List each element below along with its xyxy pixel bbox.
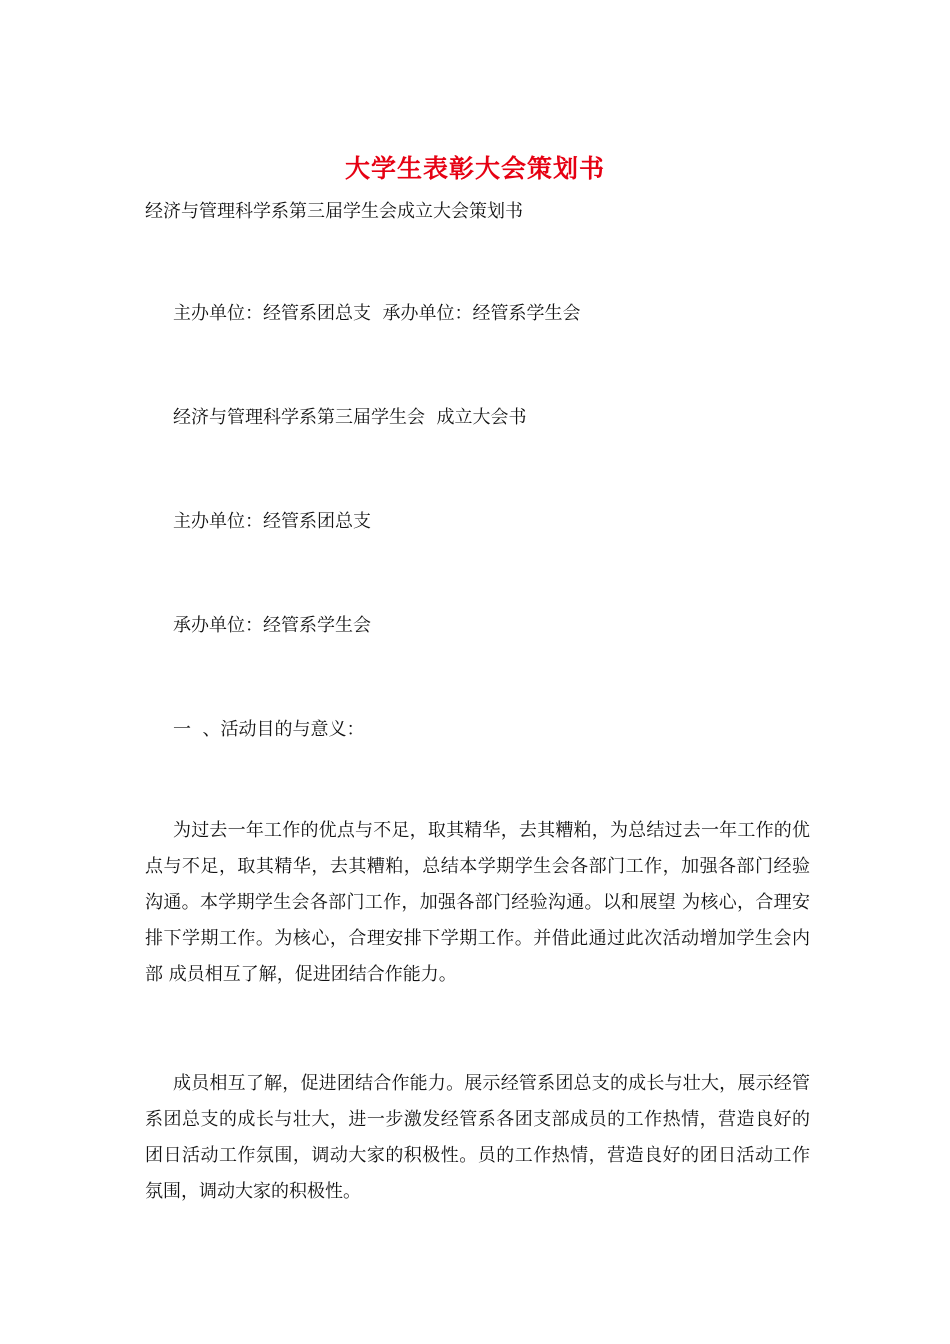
event-name-line: 经济与管理科学系第三届学生会 成立大会书 bbox=[173, 407, 527, 428]
host-unit-line: 主办单位：经管系团总支 bbox=[173, 511, 371, 532]
organizer-line: 主办单位：经管系团总支 承办单位：经管系学生会 bbox=[173, 303, 581, 324]
paragraph-purpose: 为过去一年工作的优点与不足，取其精华，去其糟粕，为总结过去一年工作的优点与不足，取其精华，去其糟粕，总结本学期学生会各部门工作，加强各部门经验沟通。本学期学生会各部门工作，加强各部门经验沟通。以和展望 为核心，合理安排下学期工作。为核心，合理安排下学期工作。并借此通过此次活动增加学生会内部 成员相互了解，促进团结合作能力。 bbox=[145, 820, 810, 985]
document-title: 大学生表彰大会策划书 bbox=[344, 154, 605, 183]
co-host-unit-line: 承办单位：经管系学生会 bbox=[173, 615, 371, 636]
paragraph-significance: 成员相互了解，促进团结合作能力。展示经管系团总支的成长与壮大，展示经管系团总支的成长与壮大，进一步激发经管系各团支部成员的工作热情，营造良好的团日活动工作氛围，调动大家的积极性。员的工作热情，营造良好的团日活动工作氛围，调动大家的积极性。 bbox=[145, 1073, 810, 1202]
section-heading: 一 、活动目的与意义： bbox=[173, 719, 365, 740]
document-subtitle: 经济与管理科学系第三届学生会成立大会策划书 bbox=[145, 201, 523, 222]
